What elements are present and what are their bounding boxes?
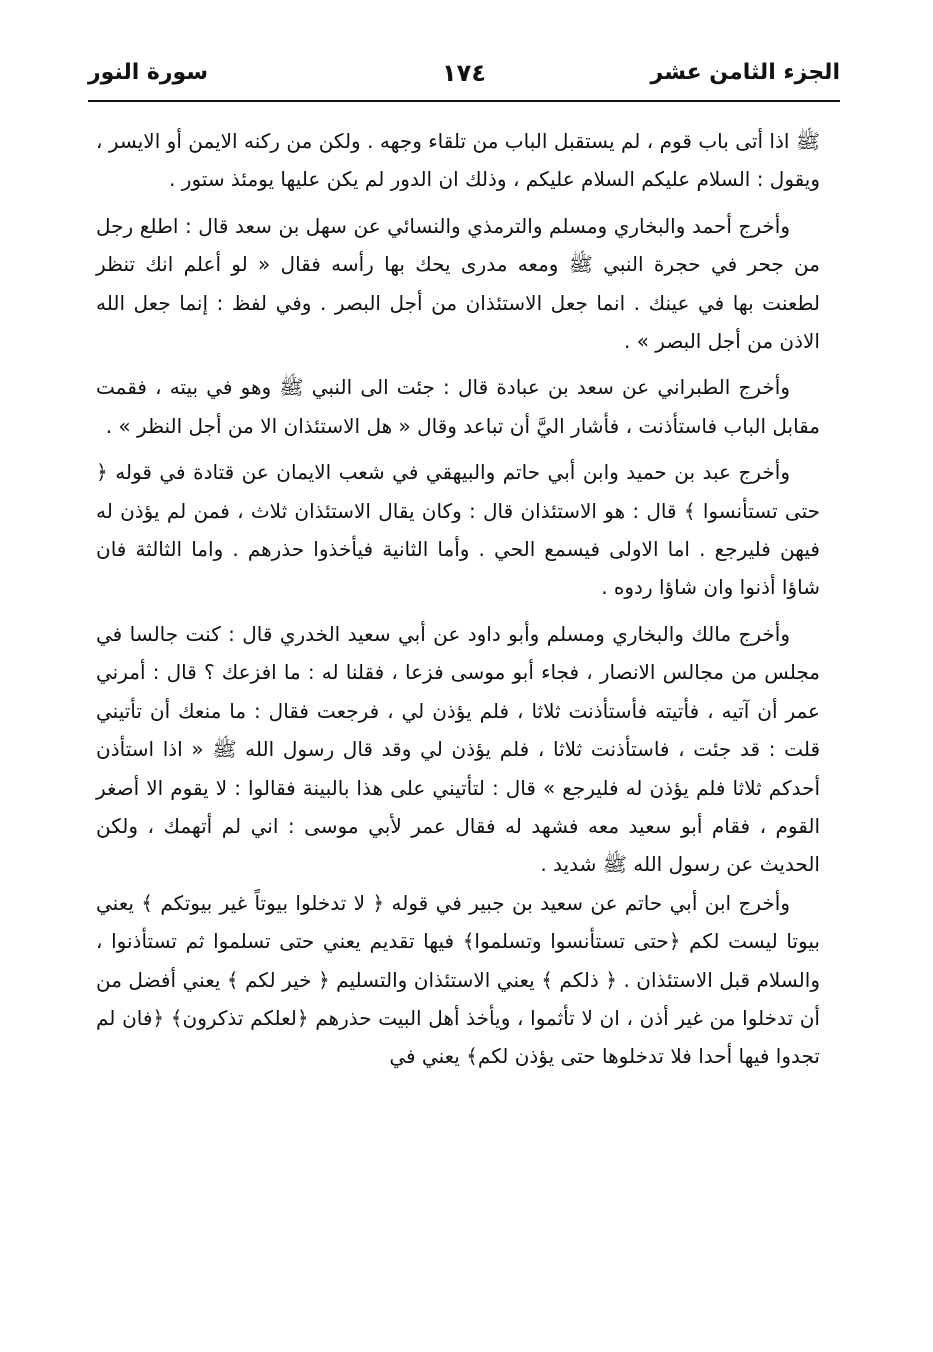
paragraph-gap (96, 607, 820, 615)
surah-title: سورة النور (88, 60, 208, 85)
paragraph-3: وأخرج الطبراني عن سعد بن عبادة قال : جئت الى النبي ﷺ وهو في بيته ، فقمت مقابل الباب فاستأذنت ، فأشار اليَّ أن تباعد وقال « هل الاستئذان الا من أجل النظر » . (96, 375, 820, 438)
paragraph-gap (96, 199, 820, 207)
page-number: ١٧٤ (442, 59, 486, 87)
paragraph-5: وأخرج مالك والبخاري ومسلم وأبو داود عن أبي سعيد الخدري قال : كنت جالسا في مجلس من مجالس الانصار ، فجاء أبو موسى فزعا ، فقلنا له : ما افزعك ؟ قال : أمرني عمر أن آتيه ، فأتيته فأستأذنت ثلاثا ، فلم يؤذن لي ، فرجعت فقال : ما منعك أن تأتيني قلت : قد جئت ، فاستأذنت ثلاثا ، فلم يؤذن لي وقد قال رسول الله ﷺ « اذا استأذن أحدكم ثلاثا فلم يؤذن له فليرجع » قال : لتأتيني على هذا بالبينة فقالوا : لا يقوم الا أصغر القوم ، فقام أبو سعيد معه فشهد له فقال عمر لأبي موسى : اني لم أتهمك ، ولكن الحديث عن رسول الله ﷺ شديد . (96, 621, 820, 877)
paragraph-2: وأخرج أحمد والبخاري ومسلم والترمذي والنسائي عن سهل بن سعد قال : اطلع رجل من جحر في حجرة النبي ﷺ ومعه مدرى يحك بها رأسه فقال « لو أعلم انك تنظر لطعنت بها في عينك . انما جعل الاستئذان من أجل البصر . وفي لفظ : إنما جعل الله الاذن من أجل البصر » . (96, 213, 820, 354)
page-header (88, 52, 840, 100)
header-divider (88, 100, 840, 102)
part-title: الجزء الثامن عشر (650, 60, 840, 85)
paragraph-4: وأخرج عبد بن حميد وابن أبي حاتم والبيهقي في شعب الايمان عن قتادة في قوله ﴿ حتى تستأنسوا ﴾ قال : هو الاستئذان قال : وكان يقال الاستئذان ثلاث ، فمن لم يؤذن له فيهن فليرجع . اما الاولى فيسمع الحي . وأما الثانية فيأخذوا حذرهم . واما الثالثة فان شاؤا أذنوا وان شاؤا ردوه . (96, 460, 820, 600)
paragraph-1: ﷺ اذا أتى باب قوم ، لم يستقبل الباب من تلقاء وجهه . ولكن من ركنه الايمن أو الايسر ، ويقول : السلام عليكم السلام عليكم ، وذلك ان الدور لم يكن عليها يومئذ ستور . (96, 129, 820, 192)
paragraph-gap (96, 445, 820, 453)
paragraph-6: وأخرج ابن أبي حاتم عن سعيد بن جبير في قوله ﴿ لا تدخلوا بيوتاً غير بيوتكم ﴾ يعني بيوتا ليست لكم ﴿حتى تستأنسوا وتسلموا﴾ فيها تقديم يعني حتى تسلموا ثم تستأذنوا ، والسلام قبل الاستئذان . ﴿ ذلكم ﴾ يعني الاستئذان والتسليم ﴿ خير لكم ﴾ يعني أفضل من أن تدخلوا من غير أذن ، ان لا تأثموا ، ويأخذ أهل البيت حذرهم ﴿لعلكم تذكرون﴾ ﴿فان لم تجدوا فيها أحدا فلا تدخلوها حتى يؤذن لكم﴾ يعني في (96, 890, 820, 1069)
paragraph-gap (96, 360, 820, 368)
page-body (96, 122, 820, 1076)
